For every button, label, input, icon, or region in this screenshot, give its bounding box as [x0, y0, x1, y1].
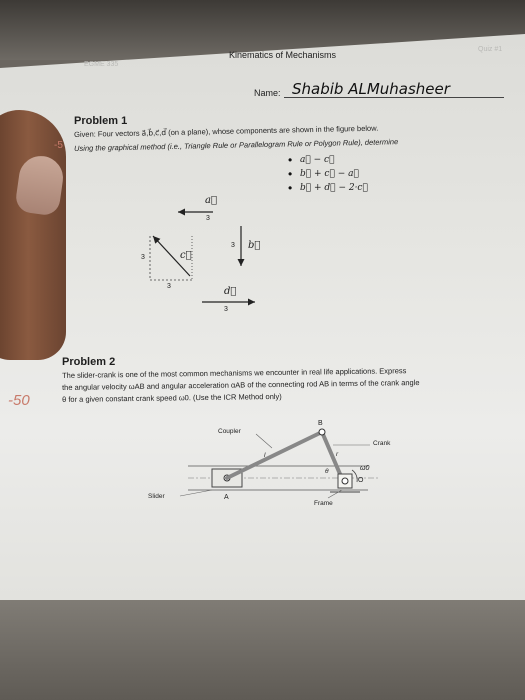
bullet-1: •	[288, 153, 293, 167]
vector-a-value: 3	[206, 215, 210, 222]
problem1-given: Given: Four vectors a⃗,b⃗,c⃗,d⃗ (on a plane), whose components are shown in the figure below.	[74, 123, 379, 139]
problem2-score: -50	[8, 392, 30, 409]
frame-leader	[328, 490, 342, 498]
label-point-b: B	[318, 420, 323, 427]
problem2-line-2: the angular velocity ωAB and angular acceleration αAB of the connecting rod AB in terms of the crank angle	[62, 378, 420, 392]
vector-c-horizontal-value: 3	[167, 283, 171, 290]
problem1-score: -5	[54, 140, 63, 151]
label-theta: θ	[325, 468, 329, 475]
vector-b-value: 3	[231, 242, 235, 249]
problem1-heading: Problem 1	[74, 115, 128, 127]
student-name: Shabib ALMuhasheer	[292, 80, 450, 98]
vector-a-label: a⃗	[205, 195, 217, 206]
label-point-a: A	[224, 494, 229, 501]
item-1: a⃗ − c⃗	[300, 155, 335, 165]
vector-d-value: 3	[224, 306, 228, 313]
vector-c-label: c⃗	[180, 250, 192, 261]
name-label: Name:	[254, 88, 281, 98]
joint-b	[319, 429, 325, 435]
bullet-2: •	[288, 167, 293, 181]
problem1-using: Using the graphical method (i.e., Triangle Rule or Parallelogram Rule or Polygon Rule), determine	[74, 137, 399, 153]
page-title: Kinematics of Mechanisms	[229, 50, 337, 60]
omega-arrow	[352, 470, 357, 482]
problem2-line-3: θ for a given constant crank speed ω0. (Use the ICR Method only)	[62, 391, 282, 404]
quiz-number: Quiz #1	[478, 46, 503, 53]
coupler-link	[227, 432, 322, 478]
label-l: l	[264, 452, 266, 459]
vector-b-label: b⃗	[248, 240, 261, 251]
vector-c-vertical-value: 3	[141, 254, 145, 261]
problem2-heading: Problem 2	[62, 356, 116, 368]
coupler-leader	[256, 434, 272, 448]
joint-o	[342, 478, 348, 484]
bullet-3: •	[288, 181, 293, 195]
label-r: r	[336, 451, 339, 458]
slider-leader	[180, 490, 212, 496]
item-3: b⃗ + d⃗ − 2·c⃗	[300, 183, 368, 193]
label-crank: Crank	[373, 440, 391, 447]
label-o: O	[358, 477, 364, 484]
label-coupler: Coupler	[218, 428, 241, 435]
label-slider: Slider	[148, 493, 165, 500]
course-code: EGME 335	[84, 61, 119, 68]
item-2: b⃗ + c⃗ − a⃗	[300, 169, 359, 179]
problem2-line-1: The slider-crank is one of the most common mechanisms we encounter in real life applications. Express	[62, 366, 407, 380]
label-omega: ω0	[360, 465, 370, 472]
vector-d-label: d⃗	[224, 286, 237, 297]
label-frame: Frame	[314, 500, 333, 507]
